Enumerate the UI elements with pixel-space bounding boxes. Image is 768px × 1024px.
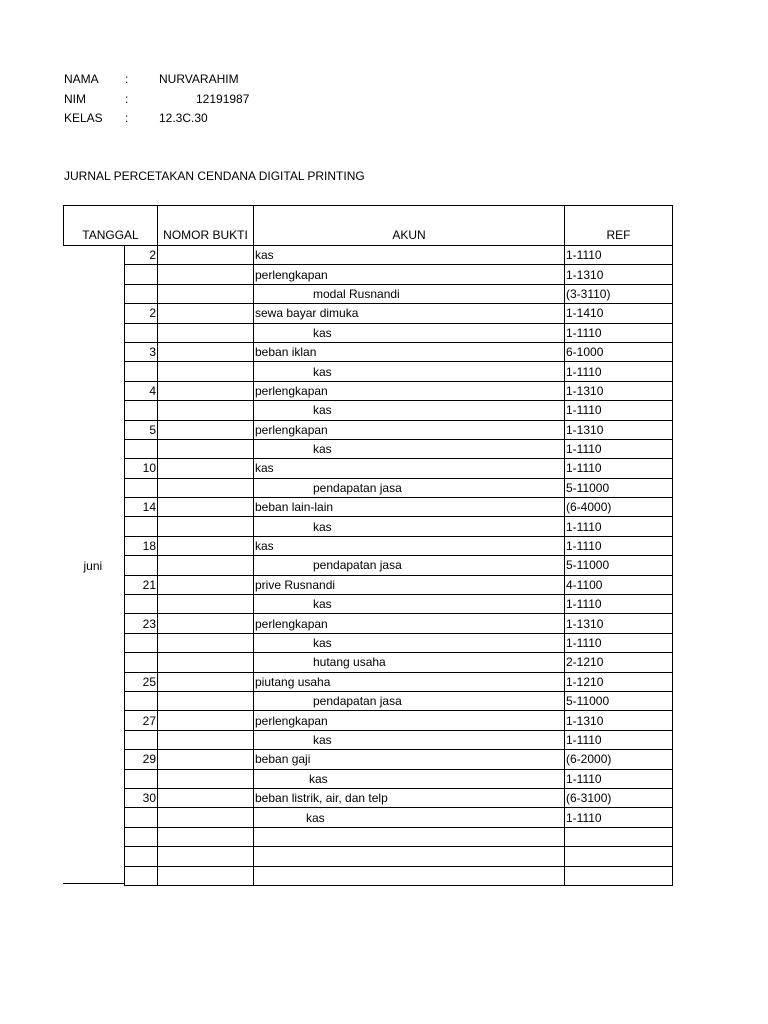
nomor-bukti-cell xyxy=(158,769,254,788)
nomor-bukti-cell xyxy=(158,536,254,555)
tanggal-cell: 29 xyxy=(125,750,158,769)
table-row xyxy=(64,342,673,361)
nomor-bukti-cell xyxy=(158,498,254,517)
nomor-bukti-cell xyxy=(158,459,254,478)
akun-cell: pendapatan jasa xyxy=(254,478,565,497)
header-nomor-bukti: NOMOR BUKTI xyxy=(158,206,254,246)
tanggal-cell xyxy=(125,362,158,381)
akun-cell: perlengkapan xyxy=(254,381,565,400)
nomor-bukti-cell xyxy=(158,750,254,769)
akun-cell: sewa bayar dimuka xyxy=(254,304,565,323)
ref-cell: 5-11000 xyxy=(565,478,673,497)
ref-cell: 1-1110 xyxy=(565,769,673,788)
journal-table xyxy=(63,205,673,886)
akun-cell: hutang usaha xyxy=(254,653,565,672)
akun-cell: perlengkapan xyxy=(254,711,565,730)
ref-cell: 1-1110 xyxy=(565,517,673,536)
table-row xyxy=(64,595,673,614)
tanggal-cell: 4 xyxy=(125,381,158,400)
akun-cell: kas xyxy=(254,808,565,827)
tanggal-cell xyxy=(125,866,158,885)
nomor-bukti-cell xyxy=(158,808,254,827)
nomor-bukti-cell xyxy=(158,556,254,575)
table-row xyxy=(64,672,673,691)
nomor-bukti-cell xyxy=(158,575,254,594)
tanggal-cell: 10 xyxy=(125,459,158,478)
ref-cell: 6-1000 xyxy=(565,342,673,361)
akun-cell: beban lain-lain xyxy=(254,498,565,517)
nomor-bukti-cell xyxy=(158,362,254,381)
tanggal-cell xyxy=(125,517,158,536)
table-row xyxy=(64,246,673,265)
ref-cell: (6-2000) xyxy=(565,750,673,769)
tanggal-cell: 2 xyxy=(125,304,158,323)
table-row xyxy=(64,536,673,555)
akun-cell: pendapatan jasa xyxy=(254,691,565,710)
nim-label: NIM xyxy=(64,91,86,106)
nomor-bukti-cell xyxy=(158,788,254,807)
nim-colon: : xyxy=(125,91,129,106)
ref-cell: 1-1110 xyxy=(565,459,673,478)
nomor-bukti-cell xyxy=(158,284,254,303)
tanggal-cell: 18 xyxy=(125,536,158,555)
table-row xyxy=(64,517,673,536)
tanggal-cell: 23 xyxy=(125,614,158,633)
akun-cell: kas xyxy=(254,362,565,381)
akun-cell: piutang usaha xyxy=(254,672,565,691)
akun-cell: perlengkapan xyxy=(254,265,565,284)
tanggal-cell xyxy=(125,653,158,672)
tanggal-cell: 30 xyxy=(125,788,158,807)
ref-cell: 1-1310 xyxy=(565,711,673,730)
ref-cell: 1-1110 xyxy=(565,808,673,827)
nomor-bukti-cell xyxy=(158,711,254,730)
ref-cell: (6-4000) xyxy=(565,498,673,517)
akun-cell: kas xyxy=(254,401,565,420)
month-cell: juni xyxy=(64,246,125,886)
nomor-bukti-cell xyxy=(158,381,254,400)
akun-cell: kas xyxy=(254,730,565,749)
table-row xyxy=(64,711,673,730)
akun-cell: pendapatan jasa xyxy=(254,556,565,575)
nama-value: NURVARAHIM xyxy=(159,72,239,86)
tanggal-cell xyxy=(125,401,158,420)
table-row xyxy=(64,439,673,458)
table-row xyxy=(64,633,673,652)
nomor-bukti-cell xyxy=(158,614,254,633)
journal-body xyxy=(64,246,673,886)
table-row xyxy=(64,827,673,846)
table-row xyxy=(64,847,673,866)
nomor-bukti-cell xyxy=(158,653,254,672)
table-row xyxy=(64,265,673,284)
akun-cell: beban listrik, air, dan telp xyxy=(254,788,565,807)
table-row xyxy=(64,769,673,788)
table-row xyxy=(64,381,673,400)
table-row xyxy=(64,362,673,381)
nomor-bukti-cell xyxy=(158,420,254,439)
table-row xyxy=(64,420,673,439)
akun-cell: kas xyxy=(254,246,565,265)
ref-cell: 1-1410 xyxy=(565,304,673,323)
akun-cell: modal Rusnandi xyxy=(254,284,565,303)
nomor-bukti-cell xyxy=(158,672,254,691)
table-row xyxy=(64,750,673,769)
tanggal-cell xyxy=(125,323,158,342)
akun-cell: perlengkapan xyxy=(254,614,565,633)
nomor-bukti-cell xyxy=(158,439,254,458)
ref-cell: 2-1210 xyxy=(565,653,673,672)
nomor-bukti-cell xyxy=(158,265,254,284)
ref-cell: 1-1310 xyxy=(565,265,673,284)
tanggal-cell xyxy=(125,691,158,710)
nomor-bukti-cell xyxy=(158,847,254,866)
month-column-bottom-border xyxy=(63,883,125,884)
tanggal-cell: 5 xyxy=(125,420,158,439)
ref-cell xyxy=(565,866,673,885)
nomor-bukti-cell xyxy=(158,691,254,710)
tanggal-cell: 3 xyxy=(125,342,158,361)
nomor-bukti-cell xyxy=(158,323,254,342)
akun-cell: kas xyxy=(254,323,565,342)
tanggal-cell: 27 xyxy=(125,711,158,730)
nim-value: 12191987 xyxy=(196,91,250,106)
nomor-bukti-cell xyxy=(158,595,254,614)
table-row xyxy=(64,788,673,807)
akun-cell: prive Rusnandi xyxy=(254,575,565,594)
table-row xyxy=(64,323,673,342)
kelas-value: 12.3C.30 xyxy=(159,111,208,125)
ref-cell: 5-11000 xyxy=(565,691,673,710)
table-row xyxy=(64,498,673,517)
akun-cell: kas xyxy=(254,536,565,555)
table-header-row xyxy=(64,206,673,246)
tanggal-cell: 14 xyxy=(125,498,158,517)
table-row xyxy=(64,478,673,497)
tanggal-cell xyxy=(125,478,158,497)
tanggal-cell xyxy=(125,769,158,788)
nomor-bukti-cell xyxy=(158,866,254,885)
akun-cell: beban gaji xyxy=(254,750,565,769)
ref-cell: 1-1110 xyxy=(565,246,673,265)
nomor-bukti-cell xyxy=(158,401,254,420)
ref-cell: 1-1110 xyxy=(565,536,673,555)
ref-cell: (3-3110) xyxy=(565,284,673,303)
kelas-label: KELAS xyxy=(64,111,103,125)
akun-cell: perlengkapan xyxy=(254,420,565,439)
tanggal-cell xyxy=(125,633,158,652)
ref-cell: 4-1100 xyxy=(565,575,673,594)
table-row xyxy=(64,575,673,594)
tanggal-cell xyxy=(125,827,158,846)
nomor-bukti-cell xyxy=(158,730,254,749)
ref-cell: 1-1310 xyxy=(565,420,673,439)
journal-title: JURNAL PERCETAKAN CENDANA DIGITAL PRINTING xyxy=(64,169,365,183)
ref-cell: 1-1110 xyxy=(565,323,673,342)
ref-cell: 1-1110 xyxy=(565,401,673,420)
ref-cell: 5-11000 xyxy=(565,556,673,575)
ref-cell xyxy=(565,847,673,866)
ref-cell: 1-1110 xyxy=(565,362,673,381)
akun-cell: beban iklan xyxy=(254,342,565,361)
table-row xyxy=(64,459,673,478)
header-akun: AKUN xyxy=(254,206,565,246)
akun-cell: kas xyxy=(254,459,565,478)
tanggal-cell xyxy=(125,556,158,575)
header-ref: REF xyxy=(565,206,673,246)
nomor-bukti-cell xyxy=(158,478,254,497)
akun-cell: kas xyxy=(254,517,565,536)
akun-cell: kas xyxy=(254,439,565,458)
table-row xyxy=(64,401,673,420)
table-row xyxy=(64,284,673,303)
nama-colon: : xyxy=(125,72,129,86)
akun-cell: kas xyxy=(254,769,565,788)
table-row xyxy=(64,653,673,672)
ref-cell: 1-1110 xyxy=(565,595,673,614)
ref-cell: 1-1110 xyxy=(565,633,673,652)
tanggal-cell xyxy=(125,808,158,827)
table-row xyxy=(64,304,673,323)
tanggal-cell xyxy=(125,284,158,303)
ref-cell: 1-1310 xyxy=(565,381,673,400)
nomor-bukti-cell xyxy=(158,827,254,846)
ref-cell: 1-1210 xyxy=(565,672,673,691)
header-tanggal: TANGGAL xyxy=(64,206,158,246)
tanggal-cell xyxy=(125,439,158,458)
table-row xyxy=(64,808,673,827)
akun-cell xyxy=(254,866,565,885)
table-row xyxy=(64,614,673,633)
table-row xyxy=(64,866,673,885)
akun-cell xyxy=(254,827,565,846)
nomor-bukti-cell xyxy=(158,246,254,265)
nomor-bukti-cell xyxy=(158,633,254,652)
tanggal-cell xyxy=(125,847,158,866)
akun-cell xyxy=(254,847,565,866)
table-row xyxy=(64,691,673,710)
tanggal-cell xyxy=(125,265,158,284)
table-row xyxy=(64,730,673,749)
tanggal-cell: 2 xyxy=(125,246,158,265)
tanggal-cell: 25 xyxy=(125,672,158,691)
kelas-colon: : xyxy=(125,111,129,125)
table-row xyxy=(64,556,673,575)
nomor-bukti-cell xyxy=(158,342,254,361)
tanggal-cell xyxy=(125,595,158,614)
ref-cell: 1-1110 xyxy=(565,730,673,749)
ref-cell xyxy=(565,827,673,846)
akun-cell: kas xyxy=(254,595,565,614)
tanggal-cell: 21 xyxy=(125,575,158,594)
ref-cell: 1-1310 xyxy=(565,614,673,633)
nomor-bukti-cell xyxy=(158,304,254,323)
ref-cell: 1-1110 xyxy=(565,439,673,458)
nomor-bukti-cell xyxy=(158,517,254,536)
tanggal-cell xyxy=(125,730,158,749)
ref-cell: (6-3100) xyxy=(565,788,673,807)
akun-cell: kas xyxy=(254,633,565,652)
nama-label: NAMA xyxy=(64,72,99,86)
